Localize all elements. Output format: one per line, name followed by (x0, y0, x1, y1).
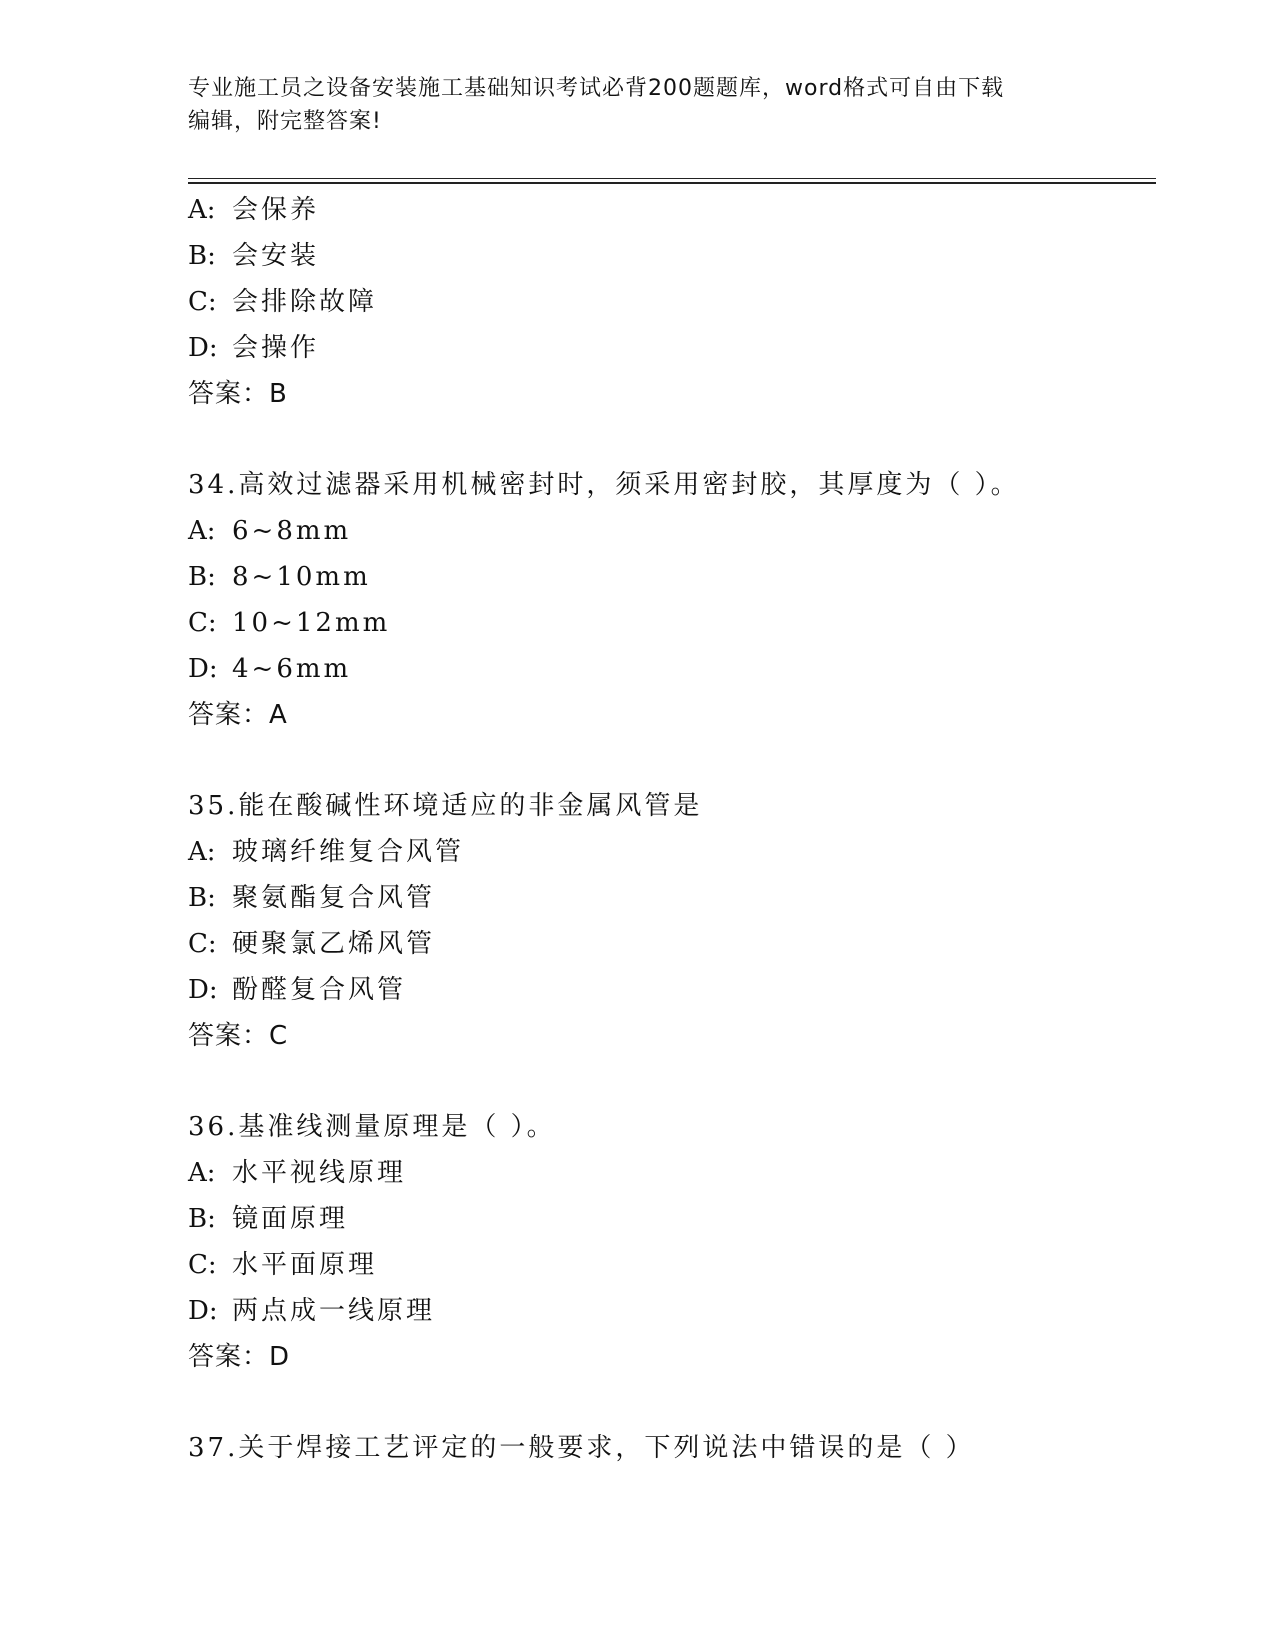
header-line-2: 编辑，附完整答案! (188, 109, 382, 134)
option-d: D: 会操作 (188, 333, 320, 363)
document-header (188, 72, 1088, 138)
option-b: B: 会安装 (188, 241, 320, 271)
header-divider-bottom (188, 182, 1156, 184)
question-item (188, 187, 1168, 417)
question-item (188, 462, 1168, 738)
option-b: B: 8~10mm (188, 562, 371, 592)
option-d: D: 两点成一线原理 (188, 1296, 436, 1326)
option-c: C: 水平面原理 (188, 1250, 378, 1280)
question-stem: 36.基准线测量原理是（ ）。 (188, 1112, 556, 1142)
header-divider-top (188, 178, 1156, 179)
option-a: A: 会保养 (188, 195, 320, 225)
option-c: C: 会排除故障 (188, 287, 378, 317)
option-c: C: 硬聚氯乙烯风管 (188, 929, 436, 959)
answer-line: 答案：A (188, 700, 288, 730)
option-a: A: 玻璃纤维复合风管 (188, 837, 465, 867)
question-item (188, 1425, 1168, 1471)
answer-line: 答案：C (188, 1021, 289, 1051)
answer-line: 答案：B (188, 379, 288, 409)
question-item (188, 1104, 1168, 1380)
question-stem: 34.高效过滤器采用机械密封时，须采用密封胶，其厚度为（ ）。 (188, 470, 1020, 500)
option-d: D: 4~6mm (188, 654, 352, 684)
question-list (188, 187, 1168, 1471)
option-a: A: 水平视线原理 (188, 1158, 407, 1188)
option-c: C: 10~12mm (188, 608, 391, 638)
header-line-1: 专业施工员之设备安装施工基础知识考试必背200题题库，word格式可自由下载 (188, 76, 1005, 101)
option-d: D: 酚醛复合风管 (188, 975, 407, 1005)
option-a: A: 6~8mm (188, 516, 352, 546)
question-stem: 35.能在酸碱性环境适应的非金属风管是 (188, 791, 703, 821)
option-b: B: 镜面原理 (188, 1204, 349, 1234)
answer-line: 答案：D (188, 1342, 291, 1372)
question-stem: 37.关于焊接工艺评定的一般要求，下列说法中错误的是（ ） (188, 1433, 975, 1463)
question-item (188, 783, 1168, 1059)
option-b: B: 聚氨酯复合风管 (188, 883, 436, 913)
